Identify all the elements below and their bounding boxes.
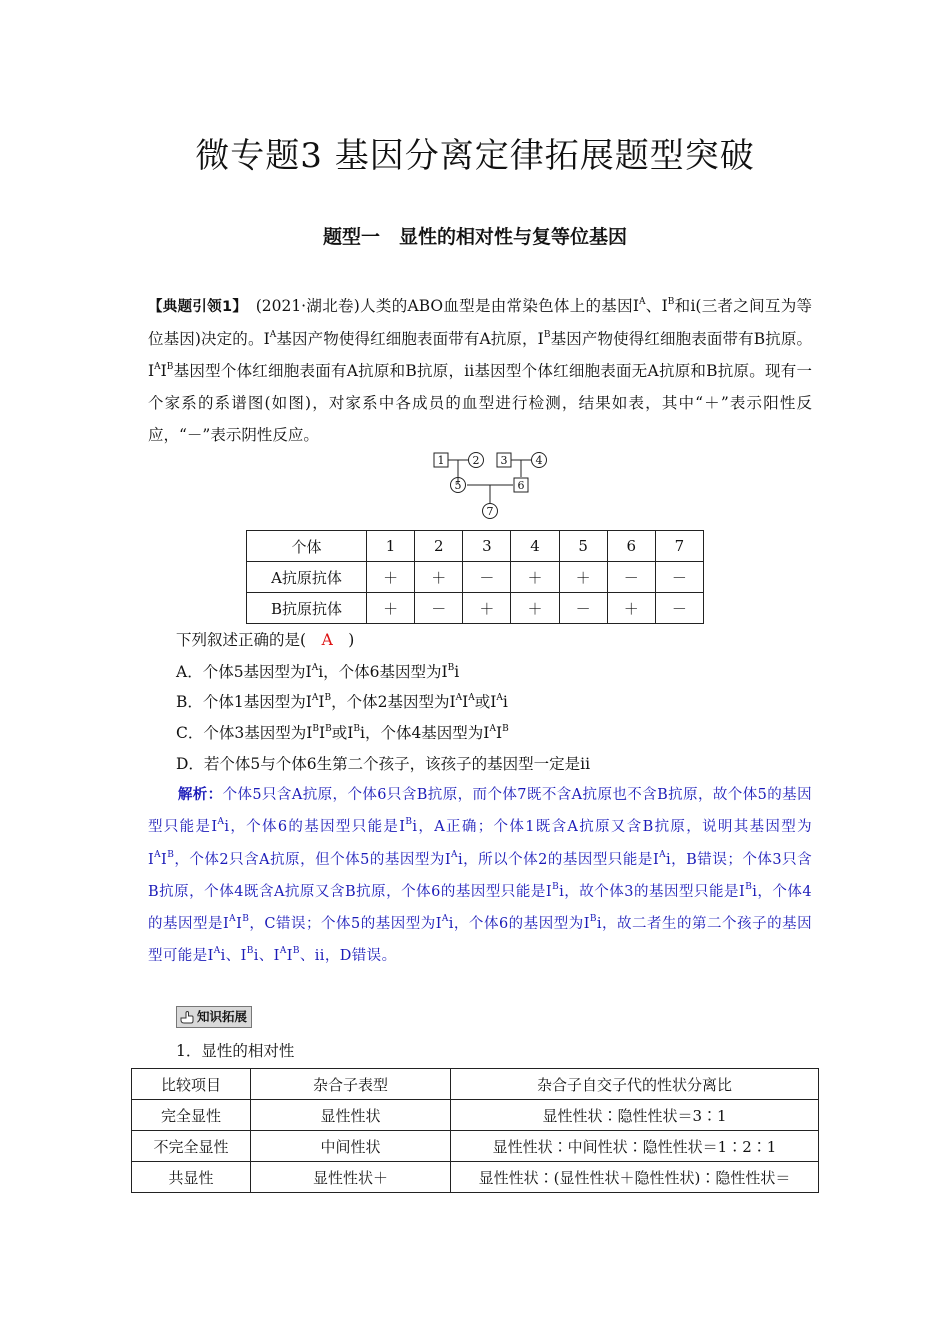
- text-run: 下列叙述正确的是(: [176, 631, 307, 649]
- pedigree-label: 5: [454, 479, 462, 492]
- superscript: B: [502, 724, 509, 734]
- superscript: B: [552, 881, 560, 892]
- table-cell: ＋: [511, 562, 559, 593]
- pedigree-label: 1: [437, 454, 445, 467]
- superscript: B: [667, 297, 675, 307]
- text-run: i，A正确；个体1既含A抗原又含B抗原，说明其基因型为I: [148, 819, 812, 868]
- superscript: B: [745, 881, 753, 892]
- table-cell: －: [607, 562, 655, 593]
- text-run: i，个体4基因型为I: [359, 724, 490, 742]
- text-run: 、I: [645, 297, 668, 315]
- text-run: 和i(三者之间互为等位基因)决定的。I: [148, 297, 812, 348]
- superscript: A: [311, 693, 319, 703]
- superscript: A: [154, 362, 161, 372]
- text-run: 、ii，D错误。: [299, 948, 397, 965]
- analysis-label: 解析：: [177, 786, 223, 803]
- text-run: 或I: [474, 693, 497, 711]
- option-b: [176, 688, 508, 716]
- table-cell: ＋: [511, 593, 559, 624]
- table-row: [247, 593, 704, 624]
- table-cell: ＋: [559, 562, 607, 593]
- superscript: A: [279, 946, 287, 957]
- table-header-cell: 杂合子自交子代的性状分离比: [451, 1069, 819, 1100]
- pedigree-label: 6: [517, 479, 525, 492]
- text-run: I: [318, 724, 326, 742]
- table-cell: ＋: [607, 593, 655, 624]
- table-cell: 显性性状∶(显性性状＋隐性性状)∶隐性性状＝: [451, 1162, 819, 1193]
- text-run: i，B错误；个体3只含B抗原，个体4既含A抗原又含B抗原，个体6的基因型只能是I: [148, 851, 812, 900]
- superscript: A: [154, 849, 162, 860]
- text-run: B．个体1基因型为I: [176, 693, 312, 711]
- table-header-cell: 1: [367, 531, 415, 562]
- text-run: 或I: [331, 724, 354, 742]
- table-cell: －: [655, 593, 703, 624]
- table-row: [132, 1100, 819, 1131]
- table-header-cell: 4: [511, 531, 559, 562]
- superscript: A: [217, 817, 225, 828]
- superscript: B: [447, 663, 455, 673]
- example-paragraph: [148, 290, 812, 451]
- text-run: I: [161, 851, 168, 868]
- pedigree-label: 4: [535, 454, 543, 467]
- text-run: 基因产物使得红细胞表面带有A抗原，I: [276, 330, 544, 348]
- table-cell: 共显性: [132, 1162, 251, 1193]
- table-header-cell: 6: [607, 531, 655, 562]
- table-cell: 不完全显性: [132, 1131, 251, 1162]
- table-cell: 显性性状＋: [251, 1162, 451, 1193]
- table-header-cell: 个体: [247, 531, 367, 562]
- knowledge-badge-label: 知识拓展: [197, 1009, 248, 1024]
- superscript: A: [229, 914, 237, 925]
- superscript: A: [496, 693, 503, 703]
- superscript: B: [589, 914, 597, 925]
- option-c: [176, 719, 509, 747]
- text-run: i、I: [220, 948, 247, 965]
- superscript: A: [659, 849, 666, 860]
- table-cell: ＋: [367, 562, 415, 593]
- table-cell: 中间性状: [251, 1131, 451, 1162]
- superscript: B: [292, 946, 300, 957]
- superscript: A: [455, 693, 463, 703]
- table-header-cell: 7: [655, 531, 703, 562]
- text-run: 个体5只含A抗原，个体6只含B抗原，而个体7既不含A抗原也不含B抗原，故个体5的基因型只能是I: [148, 787, 812, 836]
- text-run: A．个体5基因型为I: [176, 663, 312, 681]
- text-run: I: [286, 948, 293, 965]
- text-run: 基因产物使得红细胞表面带有B抗原。I: [148, 330, 812, 380]
- table-cell: B抗原抗体: [247, 593, 367, 624]
- table-cell: ＋: [367, 593, 415, 624]
- text-run: i，个体6的基因型为I: [448, 916, 590, 933]
- example-label: 【典题引领1】: [148, 299, 240, 315]
- table-header-cell: 杂合子表型: [251, 1069, 451, 1100]
- sub-heading-text: 显性的相对性: [201, 1042, 295, 1060]
- superscript: B: [353, 724, 360, 734]
- superscript: B: [543, 330, 551, 340]
- dominance-table: [131, 1068, 819, 1193]
- text-run: i，故个体3的基因型只能是I: [559, 883, 746, 900]
- option-d: D．若个体5与个体6生第二个孩子，该孩子的基因型一定是ii: [176, 755, 591, 773]
- superscript: B: [242, 914, 250, 925]
- superscript: A: [441, 914, 449, 925]
- option-a: [176, 658, 459, 686]
- text-run: i: [502, 693, 508, 711]
- table-cell: －: [559, 593, 607, 624]
- superscript: B: [312, 724, 319, 734]
- section-title: 题型一 显性的相对性与复等位基因: [322, 226, 627, 248]
- superscript: A: [468, 693, 475, 703]
- pedigree-label: 7: [486, 505, 494, 518]
- text-run: 人类的ABO血型是由常染色体上的基因I: [359, 297, 640, 315]
- superscript: B: [405, 817, 413, 828]
- table-row: [132, 1131, 819, 1162]
- text-run: ，个体2基因型为I: [331, 693, 456, 711]
- text-run: i，所以个体2的基因型只能是I: [457, 851, 660, 868]
- table-header-cell: 2: [415, 531, 463, 562]
- superscript: A: [451, 849, 458, 860]
- superscript: A: [311, 663, 319, 673]
- knowledge-badge: [176, 1006, 252, 1028]
- text-run: ，C错误；个体5的基因型为I: [249, 916, 442, 933]
- blood-type-table: [246, 530, 704, 624]
- page-title: 微专题3 基因分离定律拓展题型突破: [195, 136, 755, 176]
- analysis-paragraph: [148, 779, 812, 973]
- superscript: B: [166, 362, 174, 372]
- superscript: A: [269, 330, 277, 340]
- text-run: i、I: [253, 948, 280, 965]
- text-run: i: [454, 663, 460, 681]
- pedigree-label: 3: [500, 454, 508, 467]
- text-run: I: [160, 362, 167, 380]
- pedigree-chart: [430, 447, 560, 523]
- sub-heading-number: 1．: [176, 1042, 202, 1060]
- table-header-row: [247, 531, 704, 562]
- superscript: B: [325, 724, 332, 734]
- text-run: I: [495, 724, 503, 742]
- text-run: i，个体6基因型为I: [318, 663, 448, 681]
- text-run: I: [318, 693, 325, 711]
- table-cell: ＋: [463, 593, 511, 624]
- table-row: [132, 1162, 819, 1193]
- table-cell: －: [463, 562, 511, 593]
- pointing-hand-icon: [180, 1010, 194, 1024]
- sub-heading: [176, 1039, 294, 1061]
- text-run: C．个体3基因型为I: [176, 724, 313, 742]
- text-run: I: [462, 693, 469, 711]
- table-header-row: [132, 1069, 819, 1100]
- example-source: (2021·湖北卷): [255, 297, 360, 315]
- answer-letter: A: [321, 631, 333, 649]
- pedigree-label: 2: [472, 454, 480, 467]
- text-run: i，个体6的基因型只能是I: [224, 819, 406, 836]
- table-cell: －: [415, 593, 463, 624]
- superscript: B: [324, 693, 332, 703]
- table-cell: A抗原抗体: [247, 562, 367, 593]
- text-run: i，故二者生的第二个孩子的基因型可能是I: [148, 916, 812, 965]
- superscript: A: [639, 297, 646, 307]
- table-cell: 显性性状: [251, 1100, 451, 1131]
- table-header-cell: 3: [463, 531, 511, 562]
- superscript: A: [213, 946, 221, 957]
- question-stem: [176, 626, 354, 654]
- text-run: 基因型个体红细胞表面有A抗原和B抗原，ii基因型个体红细胞表面无A抗原和B抗原。现有一个家系的系谱图(如图)，对家系中各成员的血型进行检测，结果如表，其中“＋”表示阳性反应，“－”表示阴性反应。: [148, 362, 812, 444]
- text-run: ，个体2只含A抗原，但个体5的基因型为I: [174, 851, 452, 868]
- table-cell: 显性性状∶中间性状∶隐性性状＝1∶2∶1: [451, 1131, 819, 1162]
- superscript: A: [489, 724, 496, 734]
- table-cell: 显性性状∶隐性性状＝3∶1: [451, 1100, 819, 1131]
- table-cell: ＋: [415, 562, 463, 593]
- table-header-cell: 比较项目: [132, 1069, 251, 1100]
- text-run: ): [348, 631, 355, 649]
- text-run: i，个体4的基因型是I: [148, 883, 812, 933]
- table-cell: －: [655, 562, 703, 593]
- text-run: I: [236, 916, 243, 933]
- superscript: B: [246, 946, 254, 957]
- superscript: B: [167, 849, 175, 860]
- table-header-cell: 5: [559, 531, 607, 562]
- table-row: [247, 562, 704, 593]
- table-cell: 完全显性: [132, 1100, 251, 1131]
